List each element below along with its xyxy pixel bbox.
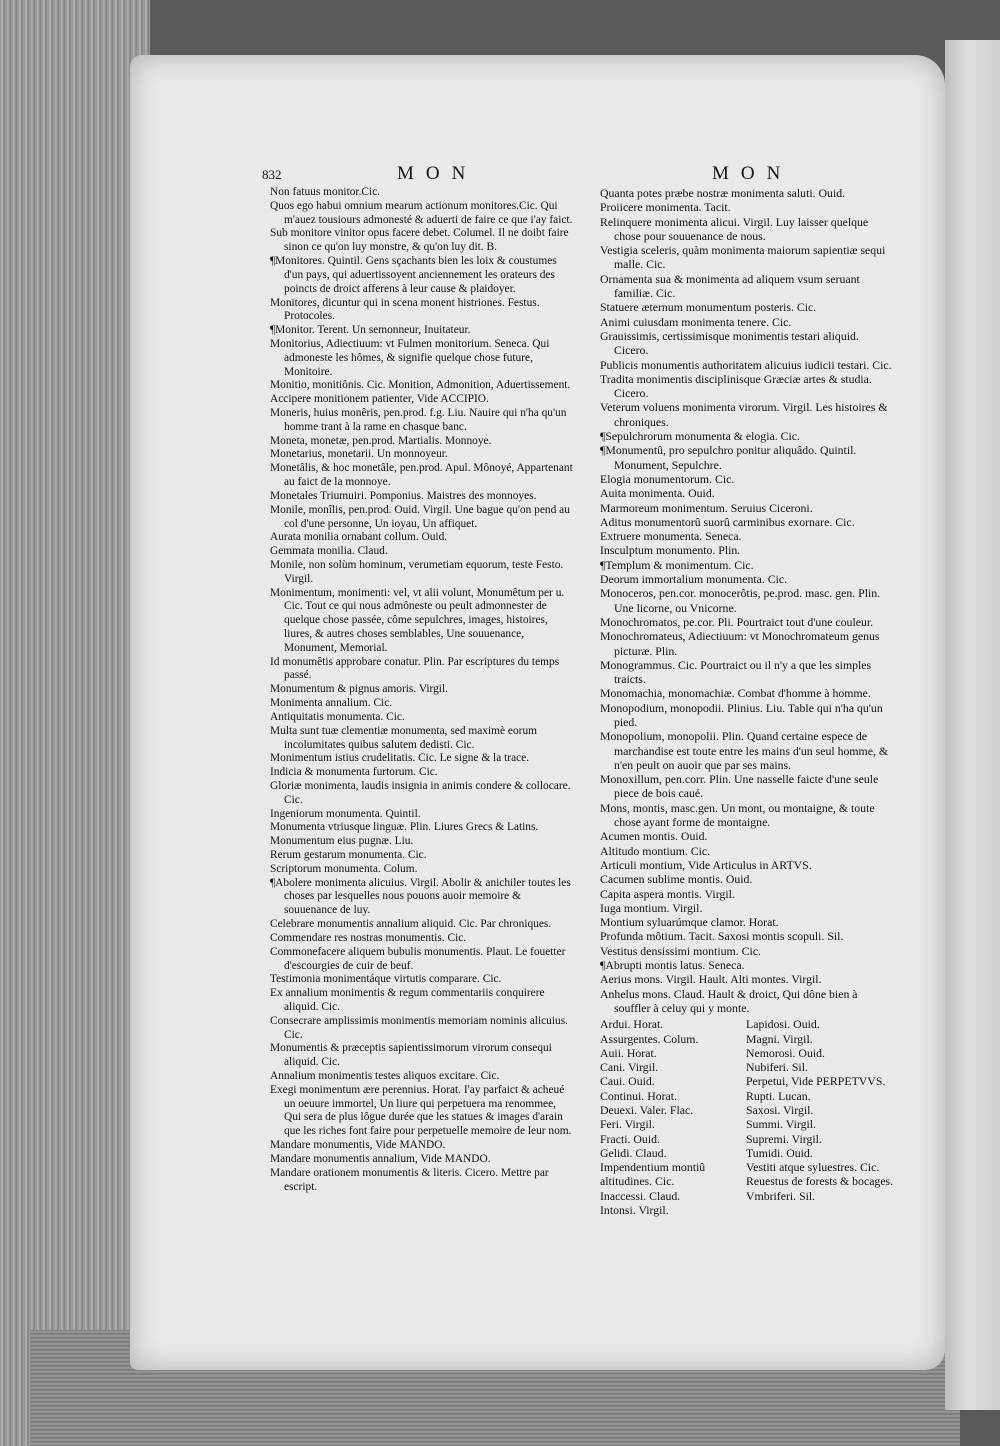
dictionary-entry: ¶Sepulchrorum monumenta & elogia. Cic. (600, 429, 800, 444)
epithet-item: Intonsi. Virgil. (600, 1203, 669, 1218)
epithet-item: Gelidi. Claud. (600, 1145, 667, 1160)
dictionary-entry: Monitores, dicuntur qui in scena monent histriones. Festus. Protocoles. (270, 296, 540, 323)
dictionary-entry: Gloriæ monimenta, laudis insignia in animis condere & collocare. Cic. (270, 779, 571, 806)
epithet-column-right (746, 1017, 896, 1217)
running-headword-left: MON (397, 163, 478, 184)
dictionary-entry: Extruere monumenta. Seneca. (600, 529, 742, 544)
dictionary-entry: Vestigia sceleris, quàm monimenta maiorum sapientiæ sequi malle. Cic. (600, 243, 886, 272)
dictionary-entry: Anhelus mons. Claud. Hault & droict, Qui dône bien à souffler à celuy qui y monte. (600, 986, 858, 1015)
dictionary-entry: Monetâlis, & hoc monetâle, pen.prod. Apul. Mônoyé, Appartenant au faict de la monnoye. (270, 462, 573, 489)
dictionary-entry: Scriptorum monumenta. Colum. (270, 862, 418, 875)
dictionary-entry: Tradita monimentis disciplinisque Græciæ artes & studia. Cicero. (600, 371, 872, 401)
dictionary-entry: Statuere æternum monumentum posteris. Cic. (600, 300, 817, 315)
dictionary-entry: Monetales Triumuiri. Pomponius. Maistres des monnoyes. (270, 489, 537, 502)
epithet-item: Supremi. Virgil. (746, 1131, 822, 1146)
dictionary-entry: Monoxillum, pen.corr. Plin. Une nasselle faicte d'une seule piece de bois caué. (600, 772, 879, 801)
facing-page-edge (945, 40, 1000, 1410)
dictionary-entry: Exegi monimentum ære perennius. Horat. I'ay parfaict & acheué un oeuure immortel, Un liure qui perpetuera ma renommee, Qui sera de plus lôgue durée que les statues & images d'arain que les riches font faire pour perpetuelle memoire de leur nom. (270, 1083, 572, 1138)
dictionary-entry: Moneta, monetæ, pen.prod. Martialis. Monnoye. (270, 434, 492, 447)
dictionary-entry: Veterum voluens monimenta virorum. Virgil. Les histoires & chroniques. (600, 400, 888, 429)
dictionary-entry: Monetarius, monetarii. Un monnoyeur. (270, 448, 448, 461)
dictionary-entry: Monopodium, monopodii. Plinius. Liu. Table qui n'ha qu'un pied. (600, 700, 883, 729)
dictionary-entry: Monumentis & præceptis sapientissimorum virorum consequi aliquid. Cic. (270, 1042, 552, 1069)
dictionary-entry: Aerius mons. Virgil. Hault. Alti montes. Virgil. (600, 972, 822, 987)
dictionary-entry: Monomachia, monomachiæ. Combat d'homme à homme. (600, 686, 871, 701)
dictionary-entry: Gemmata monilia. Claud. (270, 545, 388, 558)
page-edges (0, 0, 150, 1446)
dictionary-entry: Vestitus densissimi montium. Cic. (600, 943, 761, 958)
epithet-item: Vestiti atque syluestres. Cic. Reuestus de forests & bocages. (746, 1160, 894, 1189)
dictionary-entry: Mandare monumentis annalium, Vide MANDO. (270, 1152, 491, 1165)
dictionary-entry: Mandare orationem monumentis & literis. Cicero. Mettre par escript. (270, 1166, 549, 1193)
dictionary-entry: Elogia monumentorum. Cic. (600, 471, 735, 486)
dictionary-entry: Altitudo montium. Cic. (600, 843, 711, 858)
epithet-item: Feri. Virgil. (600, 1117, 655, 1132)
dictionary-entry: Multa sunt tuæ clementiæ monumenta, sed maximè eorum incolumitates quibus salutem dedisti. Cic. (270, 724, 538, 751)
dictionary-entry: Monumenta vtriusque linguæ. Plin. Liures Grecs & Latins. (270, 821, 539, 834)
dictionary-entry: Quanta potes præbe nostræ monimenta saluti. Ouid. (600, 186, 846, 200)
epithet-column-left (600, 1017, 740, 1217)
dictionary-entry: Monitio, monitiônis. Cic. Monition, Admonition, Aduertissement. (270, 379, 571, 392)
dictionary-entry: Monitorius, Adiectiuum: vt Fulmen monitorium. Seneca. Qui admoneste les hômes, & signifie quelque chose future, Monitoire. (270, 337, 550, 378)
epithet-item: Continui. Horat. (600, 1088, 678, 1103)
dictionary-entry: Aurata monilia ornabant collum. Ouid. (270, 531, 448, 544)
epithet-item: Fracti. Ouid. (600, 1131, 660, 1146)
dictionary-entry: Sub monitore vinitor opus facere debet. Columel. Il ne doibt faire sinon ce qu'on luy monstre, & qu'on luy dit. B. (270, 227, 569, 254)
epithet-item: Rupti. Lucan. (746, 1088, 811, 1103)
epithet-item: Summi. Virgil. (746, 1117, 816, 1132)
dictionary-entry: Id monumêtis approbare conatur. Plin. Par escriptures du temps passé. (270, 655, 560, 682)
dictionary-entry: Quos ego habui omnium mearum actionum monitores.Cic. Qui m'auez tousiours admonesté & aduerti de faire ce que i'ay faict. (270, 199, 573, 226)
dictionary-entry: Moneris, huius monêris, pen.prod. f.g. Liu. Nauire qui n'ha qu'un homme trant à la rame en chasque banc. (270, 407, 567, 433)
page-header (262, 163, 892, 187)
epithet-item: Saxosi. Virgil. (746, 1103, 814, 1117)
epithet-item: Lapidosi. Ouid. (746, 1017, 820, 1032)
dictionary-entry: ¶Monumentû, pro sepulchro ponitur aliquâdo. Quintil. Monument, Sepulchre. (600, 443, 857, 472)
dictionary-entry: ¶Abolere monimenta alicuius. Virgil. Abolir & anichiler toutes les choses par lesquelles nous pouons auoir memoire & souuenance de luy. (270, 876, 571, 917)
dictionary-entry: Proiicere monimenta. Tacit. (600, 200, 731, 215)
dictionary-entry: ¶Monitores. Quintil. Gens sçachants bien les loix & coustumes d'un pays, qui aduertissoyent anciennement les orateurs des poincts de droict afferens à leur cause & plaidoyer. (270, 255, 557, 295)
epithet-item: Nubiferi. Sil. (746, 1060, 808, 1075)
epithet-item: Cani. Virgil. (600, 1060, 659, 1075)
right-column (600, 186, 895, 1217)
dictionary-entry: Accipere monitionem patienter, Vide ACCIPIO. (270, 393, 489, 406)
dictionary-entry: Auita monimenta. Ouid. (600, 486, 715, 501)
dictionary-entry: Indicia & monumenta furtorum. Cic. (270, 766, 438, 779)
dictionary-entry: Mons, montis, masc.gen. Un mont, ou montaigne, & toute chose ayant forme de montaigne. (600, 800, 875, 830)
dictionary-entry: Monimentum, monimenti: vel, vt alii volunt, Monumêtum per u. Cic. Tout ce qui nous admôneste ou peult admonnester de quelque chose passée, côme sepulchres, images, histoires, liures, & autres choses semblables, Une souuenance, Monument, Memorial. (270, 586, 565, 654)
dictionary-entry: Mandare monumentis, Vide MANDO. (270, 1139, 446, 1152)
dictionary-entry: Profunda môtium. Tacit. Saxosi montis scopuli. Sil. (600, 929, 844, 944)
running-headword-right: MON (712, 163, 793, 184)
dictionary-entry: Montium syluarúmque clamor. Horat. (600, 915, 779, 930)
dictionary-entry: Ingeniorum monumenta. Quintil. (270, 807, 421, 820)
dictionary-entry: Non fatuus monitor.Cic. (270, 186, 381, 198)
dictionary-entry: Insculptum monumento. Plin. (600, 543, 741, 558)
dictionary-entry: ¶Monitor. Terent. Un semonneur, Inuitateur. (270, 324, 471, 337)
dictionary-entry: Grauissimis, certissimisque monimentis testari aliquid. Cicero. (600, 328, 859, 358)
dictionary-entry: Monumentum eius pugnæ. Liu. (270, 835, 414, 848)
dictionary-entry: Ex annalium monimentis & regum commentariis conquirere aliquid. Cic. (270, 987, 545, 1013)
epithet-item: Assurgentes. Colum. (600, 1031, 699, 1046)
epithet-item: Nemorosi. Ouid. (746, 1045, 825, 1060)
dictionary-entry: Annalium monimentis testes aliquos excitare. Cic. (270, 1070, 500, 1082)
dictionary-entry: Testimonia monimentáque virtutis comparare. Cic. (270, 973, 502, 986)
dictionary-entry: Deorum immortalium monumenta. Cic. (600, 572, 788, 587)
dictionary-entry: Rerum gestarum monumenta. Cic. (270, 849, 427, 861)
dictionary-entry: Capita aspera montis. Virgil. (600, 886, 735, 901)
dictionary-entry: Ornamenta sua & monimenta ad aliquem vsum seruant familiæ. Cic. (600, 271, 860, 301)
dictionary-entry: Antiquitatis monumenta. Cic. (270, 710, 405, 723)
dictionary-entry: Celebrare monumentis annalium aliquid. Cic. Par chroniques. (270, 918, 552, 931)
dictionary-entry: Monogrammus. Cic. Pourtraict ou il n'y a que les simples traicts. (600, 657, 872, 687)
dictionary-entry: Marmoreum monimentum. Seruius Ciceroni. (600, 500, 813, 515)
dictionary-entry: Relinquere monimenta alicui. Virgil. Luy laisser quelque chose pour souuenance de nous. (600, 214, 869, 243)
dictionary-entry: Monile, non solùm hominum, verumetiam equorum, teste Festo. Virgil. (270, 558, 564, 585)
epithet-item: Caui. Ouid. (600, 1074, 655, 1089)
epithet-item: Auii. Horat. (600, 1045, 657, 1060)
dictionary-entry: Iuga montium. Virgil. (600, 900, 703, 915)
dictionary-entry: Monimenta annalium. Cic. (270, 697, 393, 710)
page-number: 832 (262, 167, 282, 182)
dictionary-entry: Aditus monumentorû suorû carminibus exornare. Cic. (600, 514, 855, 529)
dictionary-entry: ¶Templum & monimentum. Cic. (600, 557, 754, 572)
epithet-item: Inaccessi. Claud. (600, 1188, 681, 1203)
epithet-item: Impendentium montiû altitudines. Cic. (600, 1160, 706, 1189)
epithet-item: Tumidi. Ouid. (746, 1145, 813, 1160)
epithet-item: Perpetui, Vide PERPETVVS. (746, 1074, 886, 1089)
dictionary-entry: Animi cuiusdam monimenta tenere. Cic. (600, 314, 792, 329)
dictionary-entry: Commonefacere aliquem bubulis monumentis. Plaut. Le fouetter d'escourgies de cuir de beuf. (270, 945, 566, 972)
dictionary-entry: Monochromatos, pe.cor. Pli. Pourtraict tout d'une couleur. (600, 614, 874, 629)
dictionary-entry: Monumentum & pignus amoris. Virgil. (270, 683, 448, 696)
dictionary-entry: Articuli montium, Vide Articulus in ARTVS. (600, 857, 812, 872)
dictionary-entry: Acumen montis. Ouid. (600, 829, 708, 844)
dictionary-entry: Monochromateus, Adiectiuum: vt Monochromateum genus picturæ. Plin. (600, 629, 880, 658)
dictionary-entry: Monopolium, monopolii. Plin. Quand certaine espece de marchandise est toute entre les mains d'un seul homme, & n'en peult on auoir que par ses mains. (600, 729, 889, 772)
dictionary-entry: Monoceros, pen.cor. monocerôtis, pe.prod. masc. gen. Plin. Une licorne, ou Vnicorne. (600, 586, 881, 615)
left-column (270, 186, 575, 1194)
dictionary-entry: Commendare res nostras monumentis. Cic. (270, 931, 467, 944)
epithet-item: Vmbriferi. Sil. (746, 1188, 816, 1203)
dictionary-entry: Monile, monîlis, pen.prod. Ouid. Virgil. Une bague qu'on pend au col d'une personne, Un ioyau, Un affiquet. (270, 503, 570, 530)
epithet-item: Ardui. Horat. (600, 1017, 664, 1032)
dictionary-entry: ¶Abrupti montis latus. Seneca. (600, 958, 745, 973)
epithet-item: Magni. Virgil. (746, 1031, 813, 1046)
dictionary-entry: Publicis monumentis authoritatem alicuius iudicii testari. Cic. (600, 357, 892, 372)
epithet-item: Deuexi. Valer. Flac. (600, 1103, 694, 1117)
dictionary-entry: Monimentum istius crudelitatis. Cic. Le signe & la trace. (270, 752, 530, 765)
epithet-list (600, 1017, 895, 1217)
dictionary-entry: Cacumen sublime montis. Ouid. (600, 872, 753, 887)
dictionary-entry: Consecrare amplissimis monimentis memoriam nominis alicuius. Cic. (270, 1014, 569, 1041)
